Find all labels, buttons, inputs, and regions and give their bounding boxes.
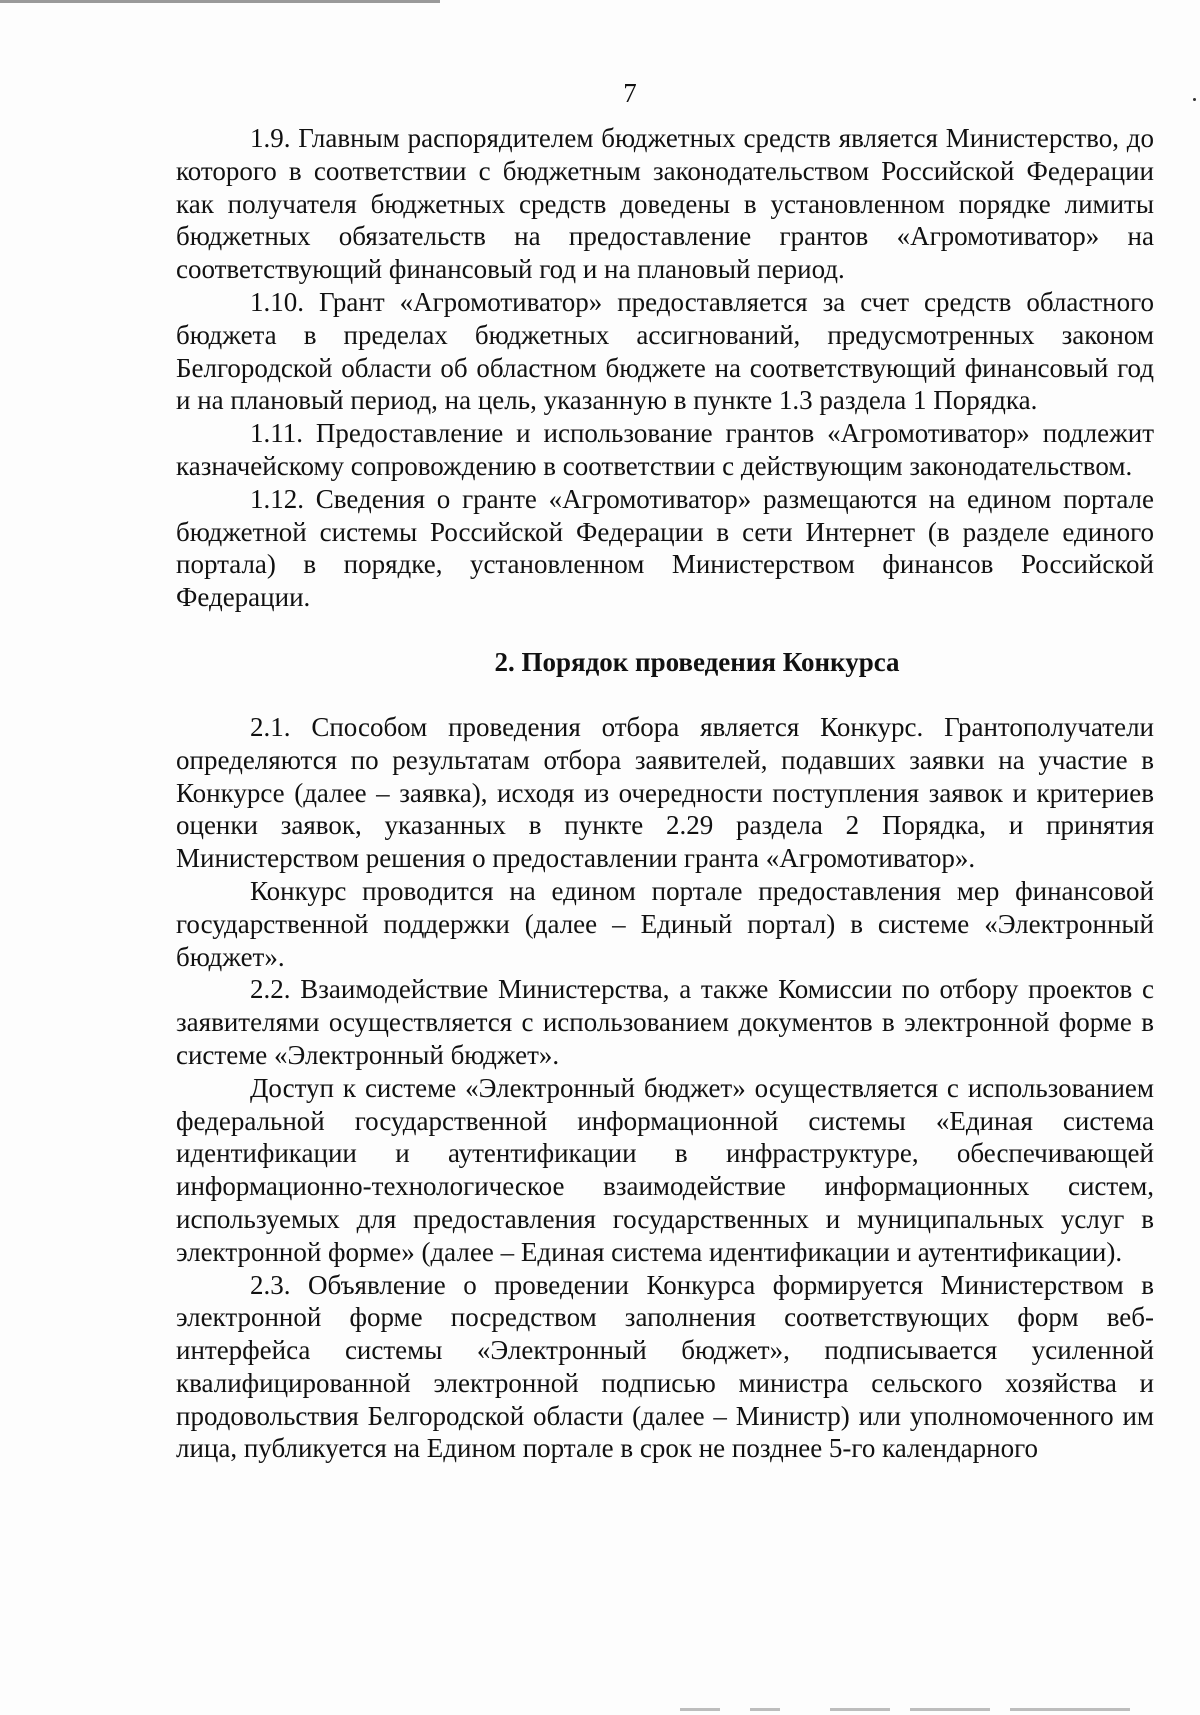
page-number: 7 (623, 78, 637, 108)
paragraph-2-2: 2.2. Взаимодействие Министерства, а также Комиссии по отбору проектов с заявителями осуществляется с использованием документов в электронной форме в системе «Электронный бюджет». (176, 974, 1154, 1070)
paragraph-2-3: 2.3. Объявление о проведении Конкурса формируется Министерством в электронной форме посредством заполнения соответствующих форм веб-интерфейса системы «Электронный бюджет», подписывается усиленной квалифицированной электронной подписью министра сельского хозяйства и продовольствия Белгородской области (далее – Министр) или уполномоченного им лица, публикуется на Едином портале в срок не позднее 5-го календарного (176, 1269, 1154, 1464)
section-heading: 2. Порядок проведения Конкурса (494, 646, 900, 677)
paragraph-1-9: 1.9. Главным распорядителем бюджетных средств является Министерство, до которого в соответствии с бюджетным законодательством Российской Федерации как получателя бюджетных средств доведены в установленном порядке лимиты бюджетных обязательств на предоставление грантов «Агромотиватор» на соответствующий финансовый год и на плановый период. (176, 123, 1154, 285)
scan-bottom-marks (680, 1708, 1140, 1711)
paragraph-1-12: 1.12. Сведения о гранте «Агромотиватор» размещаются на едином портале бюджетной системы Российской Федерации в сети Интернет (в разделе единого портала) в порядке, установленном Министерством финансов Российской Федерации. (176, 483, 1154, 613)
scan-edge-line (0, 0, 440, 3)
document-body (176, 122, 1154, 1465)
paragraph-contest-portal: Конкурс проводится на едином портале предоставления мер финансовой государственной поддержки (далее – Единый портал) в системе «Электронный бюджет». (176, 875, 1154, 972)
paragraph-2-1: 2.1. Способом проведения отбора является Конкурс. Грантополучатели определяются по результатам отбора заявителей, подавших заявки на участие в Конкурсе (далее – заявка), исходя из очередности поступления заявок и критериев оценки заявок, указанных в пункте 2.29 раздела 2 Порядка, и принятия Министерством решения о предоставлении гранта «Агромотиватор». (176, 711, 1154, 874)
scan-speck (1193, 98, 1196, 101)
paragraph-1-10: 1.10. Грант «Агромотиватор» предоставляется за счет средств областного бюджета в пределах бюджетных ассигнований, предусмотренных законом Белгородской области об областном бюджете на соответствующий финансовый год и на плановый период, на цель, указанную в пункте 1.3 раздела 1 Порядка. (176, 286, 1154, 416)
paragraph-1-11: 1.11. Предоставление и использование грантов «Агромотиватор» подлежит казначейскому сопровождению в соответствии с действующим законодательством. (176, 418, 1154, 481)
paragraph-access: Доступ к системе «Электронный бюджет» осуществляется с использованием федеральной государственной информационной системы «Единая система идентификации и аутентификации в инфраструктуре, обеспечивающей информационно-технологическое взаимодействие информационных систем, используемых для предоставления государственных и муниципальных услуг в электронной форме» (далее – Единая система идентификации и аутентификации). (176, 1072, 1154, 1267)
